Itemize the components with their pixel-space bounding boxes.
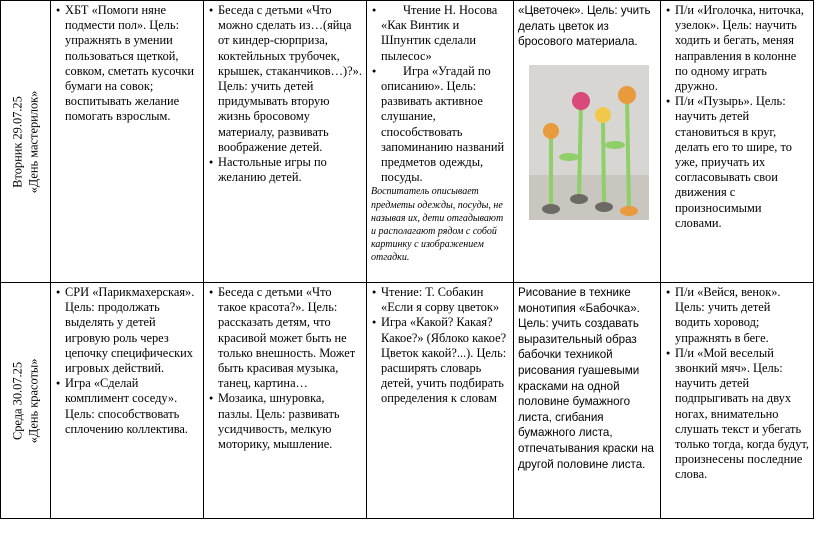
list-item: ● Игра «Угадай по описанию». Цель: развивать активное слушание, способствовать запоминанию названий предметов одежды, посуды. [381, 64, 509, 186]
outdoor-games-cell [661, 283, 814, 519]
morning-activities-cell [51, 1, 204, 283]
craft-text: «Цветочек». Цель: учить делать цветок из бросового материала. [518, 4, 651, 49]
list-item: ● ХБТ «Помоги няне подмести пол». Цель: упражнять в умении пользоваться щеткой, совком, сметать кусочки бумаги на совок; воспитывать желание помогать взрослым. [65, 3, 199, 125]
day-cell [1, 283, 51, 519]
craft-activities-cell [514, 283, 661, 519]
paper-flowers-photo [529, 65, 649, 220]
list-item: ● Чтение Н. Носова «Как Винтик и Шпунтик сделали пылесос» [381, 3, 509, 64]
craft-text: Рисование в технике монотипия «Бабочка». Цель: учить создавать выразительный образ бабочки техникой рисования гуашевыми красками на одной половине бумажного листа, сгибания бумажного листа, отпечатывания краски на другой половине листа. [518, 286, 654, 471]
reading-activities-cell [367, 1, 514, 283]
list-item: ● П/и «Иголочка, ниточка, узелок». Цель: научить ходить и бегать, меняя направления в колонне по одному играть дружно. [675, 3, 809, 94]
craft-activities-cell [514, 1, 661, 283]
day-name: Вторник 29.07.25 [10, 95, 24, 188]
list-item: ● П/и «Мой веселый звонкий мяч». Цель: научить детей подпрыгивать на двух ногах, внимательно слушать текст и убегать только тогда, когда будут, произнесены последние слова. [675, 346, 809, 483]
reading-activities-cell [367, 283, 514, 519]
day-name: Среда 30.07.25 [10, 361, 24, 440]
outdoor-games-cell [661, 1, 814, 283]
list-item: ● Настольные игры по желанию детей. [218, 155, 362, 185]
teacher-note: Воспитатель описывает предметы одежды, посуды, не называя их, дети отгадывают и располагают рядом с собой картинку с изображением отгадки. [371, 186, 504, 264]
list-item: ● Беседа с детьми «Что можно сделать из…(яйца от киндер-сюрприза, коктейльных трубочек, крышек, стаканчиков…)?». Цель: учить детей придумывать вторую жизнь бросовому материалу, развивать воображение детей. [218, 3, 362, 155]
table-row [1, 283, 814, 519]
morning-activities-cell [51, 283, 204, 519]
list-item: ● П/и «Вейся, венок». Цель: учить детей водить хоровод; упражнять в беге. [675, 285, 809, 346]
list-item: ● Игра «Сделай комплимент соседу». Цель: способствовать сплочению коллектива. [65, 376, 199, 437]
table-row [1, 1, 814, 283]
list-item: ● Мозаика, шнуровка, пазлы. Цель: развивать усидчивость, мелкую моторику, мышление. [218, 391, 362, 452]
list-item: ● СРИ «Парикмахерская». Цель: продолжать выделять у детей игровую роль через цепочку специфических игровых действий. [65, 285, 199, 376]
day-cell [1, 1, 51, 283]
list-item: ● Чтение: Т. Собакин «Если я сорву цветок» [381, 285, 509, 315]
list-item: ● Беседа с детьми «Что такое красота?». Цель: рассказать детям, что красивой может быть не только внешность. Может быть красивая музыка, танец, картина… [218, 285, 362, 391]
day-theme: «День мастерилок» [25, 90, 40, 193]
list-item: ● П/и «Пузырь». Цель: научить детей становиться в круг, делать его то шире, то уже, приучать их согласовывать свои движения с произносимыми словами. [675, 94, 809, 231]
list-item: ● Игра «Какой? Какая? Какое?» (Яблоко какое? Цветок какой?...). Цель: расширять словарь детей, учить подбирать определения к словам [381, 315, 509, 406]
day-theme: «День красоты» [25, 358, 40, 443]
conversation-activities-cell [204, 283, 367, 519]
conversation-activities-cell [204, 1, 367, 283]
